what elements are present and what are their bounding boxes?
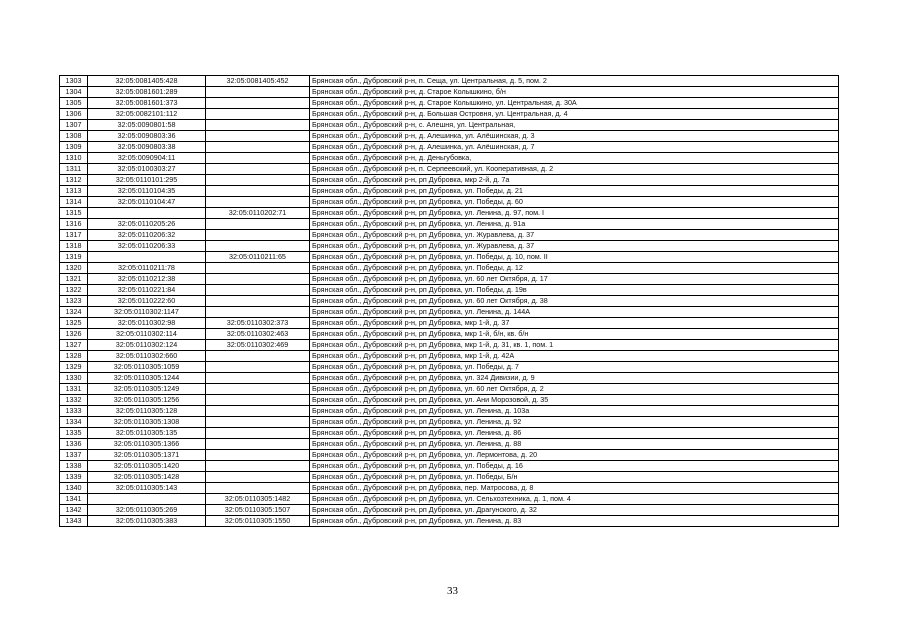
row-number-cell: 1341 bbox=[60, 494, 88, 505]
cadastral-number-cell: 32:05:0110302:98 bbox=[88, 318, 206, 329]
table-row bbox=[60, 307, 839, 318]
row-number-cell: 1320 bbox=[60, 263, 88, 274]
address-cell: Брянская обл., Дубровский р-н, рп Дубровка, мкр 2-й, д. 7а bbox=[310, 175, 839, 186]
row-number-cell: 1339 bbox=[60, 472, 88, 483]
related-cadastral-number-cell bbox=[206, 120, 310, 131]
address-cell: Брянская обл., Дубровский р-н, рп Дубровка, мкр 1-й, д. 37 bbox=[310, 318, 839, 329]
related-cadastral-number-cell bbox=[206, 241, 310, 252]
row-number-cell: 1326 bbox=[60, 329, 88, 340]
cadastral-number-cell: 32:05:0110305:143 bbox=[88, 483, 206, 494]
cadastral-number-cell: 32:05:0090803:36 bbox=[88, 131, 206, 142]
table-row bbox=[60, 219, 839, 230]
related-cadastral-number-cell bbox=[206, 384, 310, 395]
cadastral-number-cell: 32:05:0110305:1371 bbox=[88, 450, 206, 461]
address-cell: Брянская обл., Дубровский р-н, д. Алешинка, ул. Алёшинская, д. 7 bbox=[310, 142, 839, 153]
cadastral-number-cell: 32:05:0110305:1256 bbox=[88, 395, 206, 406]
address-cell: Брянская обл., Дубровский р-н, рп Дубровка, мкр 1-й, д. 31, кв. 1, пом. 1 bbox=[310, 340, 839, 351]
related-cadastral-number-cell: 32:05:0081405:452 bbox=[206, 76, 310, 87]
row-number-cell: 1319 bbox=[60, 252, 88, 263]
address-cell: Брянская обл., Дубровский р-н, рп Дубровка, ул. Ленина, д. 144А bbox=[310, 307, 839, 318]
related-cadastral-number-cell bbox=[206, 230, 310, 241]
related-cadastral-number-cell bbox=[206, 450, 310, 461]
row-number-cell: 1323 bbox=[60, 296, 88, 307]
cadastral-number-cell: 32:05:0100303:27 bbox=[88, 164, 206, 175]
cadastral-number-cell: 32:05:0110222:60 bbox=[88, 296, 206, 307]
address-cell: Брянская обл., Дубровский р-н, с. Алешня, ул. Центральная, bbox=[310, 120, 839, 131]
related-cadastral-number-cell bbox=[206, 373, 310, 384]
address-cell: Брянская обл., Дубровский р-н, рп Дубровка, ул. Победы, д. 10, пом. II bbox=[310, 252, 839, 263]
address-cell: Брянская обл., Дубровский р-н, рп Дубровка, ул. Драгунского, д. 32 bbox=[310, 505, 839, 516]
cadastral-number-cell bbox=[88, 252, 206, 263]
related-cadastral-number-cell bbox=[206, 263, 310, 274]
row-number-cell: 1337 bbox=[60, 450, 88, 461]
cadastral-number-cell: 32:05:0110211:78 bbox=[88, 263, 206, 274]
row-number-cell: 1306 bbox=[60, 109, 88, 120]
table-row bbox=[60, 373, 839, 384]
address-cell: Брянская обл., Дубровский р-н, рп Дубровка, ул. Сельхозтехника, д. 1, пом. 4 bbox=[310, 494, 839, 505]
row-number-cell: 1312 bbox=[60, 175, 88, 186]
table-row bbox=[60, 241, 839, 252]
cadastral-number-cell: 32:05:0110305:269 bbox=[88, 505, 206, 516]
row-number-cell: 1313 bbox=[60, 186, 88, 197]
table-row bbox=[60, 164, 839, 175]
row-number-cell: 1336 bbox=[60, 439, 88, 450]
table-row bbox=[60, 274, 839, 285]
table-row bbox=[60, 285, 839, 296]
table-row bbox=[60, 494, 839, 505]
cadastral-number-cell: 32:05:0110305:1420 bbox=[88, 461, 206, 472]
address-cell: Брянская обл., Дубровский р-н, п. Сеща, ул. Центральная, д. 5, пом. 2 bbox=[310, 76, 839, 87]
related-cadastral-number-cell: 32:05:0110302:463 bbox=[206, 329, 310, 340]
cadastral-number-cell: 32:05:0110305:383 bbox=[88, 516, 206, 527]
cadastral-number-cell: 32:05:0110305:1366 bbox=[88, 439, 206, 450]
address-cell: Брянская обл., Дубровский р-н, рп Дубровка, ул. Победы, д. 16 bbox=[310, 461, 839, 472]
registry-table-body bbox=[60, 76, 839, 527]
cadastral-number-cell: 32:05:0110212:38 bbox=[88, 274, 206, 285]
cadastral-number-cell: 32:05:0110104:47 bbox=[88, 197, 206, 208]
related-cadastral-number-cell bbox=[206, 439, 310, 450]
address-cell: Брянская обл., Дубровский р-н, рп Дубровка, ул. Победы, д. 7 bbox=[310, 362, 839, 373]
related-cadastral-number-cell bbox=[206, 153, 310, 164]
table-row bbox=[60, 395, 839, 406]
address-cell: Брянская обл., Дубровский р-н, рп Дубровка, ул. Победы, д. 19в bbox=[310, 285, 839, 296]
table-row bbox=[60, 340, 839, 351]
cadastral-number-cell: 32:05:0110305:1308 bbox=[88, 417, 206, 428]
row-number-cell: 1340 bbox=[60, 483, 88, 494]
related-cadastral-number-cell: 32:05:0110305:1507 bbox=[206, 505, 310, 516]
address-cell: Брянская обл., Дубровский р-н, рп Дубровка, ул. Журавлева, д. 37 bbox=[310, 230, 839, 241]
table-row bbox=[60, 186, 839, 197]
cadastral-number-cell bbox=[88, 208, 206, 219]
address-cell: Брянская обл., Дубровский р-н, рп Дубровка, ул. Ленина, д. 83 bbox=[310, 516, 839, 527]
row-number-cell: 1305 bbox=[60, 98, 88, 109]
address-cell: Брянская обл., Дубровский р-н, рп Дубровка, пер. Матросова, д. 8 bbox=[310, 483, 839, 494]
address-cell: Брянская обл., Дубровский р-н, п. Серпеевский, ул. Кооперативная, д. 2 bbox=[310, 164, 839, 175]
row-number-cell: 1321 bbox=[60, 274, 88, 285]
cadastral-number-cell bbox=[88, 494, 206, 505]
address-cell: Брянская обл., Дубровский р-н, рп Дубровка, ул. Лермонтова, д. 20 bbox=[310, 450, 839, 461]
address-cell: Брянская обл., Дубровский р-н, рп Дубровка, ул. Победы, д. 21 bbox=[310, 186, 839, 197]
related-cadastral-number-cell: 32:05:0110211:65 bbox=[206, 252, 310, 263]
related-cadastral-number-cell bbox=[206, 197, 310, 208]
address-cell: Брянская обл., Дубровский р-н, д. Большая Островня, ул. Центральная, д. 4 bbox=[310, 109, 839, 120]
table-row bbox=[60, 142, 839, 153]
row-number-cell: 1311 bbox=[60, 164, 88, 175]
row-number-cell: 1304 bbox=[60, 87, 88, 98]
address-cell: Брянская обл., Дубровский р-н, рп Дубровка, ул. Победы, д. 12 bbox=[310, 263, 839, 274]
row-number-cell: 1333 bbox=[60, 406, 88, 417]
row-number-cell: 1310 bbox=[60, 153, 88, 164]
related-cadastral-number-cell bbox=[206, 87, 310, 98]
related-cadastral-number-cell: 32:05:0110302:373 bbox=[206, 318, 310, 329]
related-cadastral-number-cell bbox=[206, 219, 310, 230]
related-cadastral-number-cell bbox=[206, 186, 310, 197]
address-cell: Брянская обл., Дубровский р-н, д. Старое Колышкино, б/н bbox=[310, 87, 839, 98]
cadastral-number-cell: 32:05:0110305:1244 bbox=[88, 373, 206, 384]
row-number-cell: 1318 bbox=[60, 241, 88, 252]
row-number-cell: 1343 bbox=[60, 516, 88, 527]
related-cadastral-number-cell bbox=[206, 428, 310, 439]
related-cadastral-number-cell bbox=[206, 175, 310, 186]
address-cell: Брянская обл., Дубровский р-н, рп Дубровка, ул. Ленина, д. 103а bbox=[310, 406, 839, 417]
row-number-cell: 1314 bbox=[60, 197, 88, 208]
related-cadastral-number-cell bbox=[206, 296, 310, 307]
row-number-cell: 1325 bbox=[60, 318, 88, 329]
cadastral-number-cell: 32:05:0110206:33 bbox=[88, 241, 206, 252]
table-row bbox=[60, 131, 839, 142]
row-number-cell: 1303 bbox=[60, 76, 88, 87]
row-number-cell: 1328 bbox=[60, 351, 88, 362]
cadastral-number-cell: 32:05:0110302:124 bbox=[88, 340, 206, 351]
related-cadastral-number-cell bbox=[206, 395, 310, 406]
table-row bbox=[60, 120, 839, 131]
table-row bbox=[60, 516, 839, 527]
table-row bbox=[60, 472, 839, 483]
table-row bbox=[60, 252, 839, 263]
cadastral-number-cell: 32:05:0110302:114 bbox=[88, 329, 206, 340]
table-row bbox=[60, 505, 839, 516]
row-number-cell: 1315 bbox=[60, 208, 88, 219]
address-cell: Брянская обл., Дубровский р-н, рп Дубровка, мкр 1-й, д. 42А bbox=[310, 351, 839, 362]
address-cell: Брянская обл., Дубровский р-н, рп Дубровка, ул. 60 лет Октября, д. 2 bbox=[310, 384, 839, 395]
related-cadastral-number-cell bbox=[206, 362, 310, 373]
address-cell: Брянская обл., Дубровский р-н, рп Дубровка, ул. 60 лет Октября, д. 38 bbox=[310, 296, 839, 307]
row-number-cell: 1334 bbox=[60, 417, 88, 428]
address-cell: Брянская обл., Дубровский р-н, рп Дубровка, ул. Журавлева, д. 37 bbox=[310, 241, 839, 252]
related-cadastral-number-cell bbox=[206, 98, 310, 109]
address-cell: Брянская обл., Дубровский р-н, рп Дубровка, ул. Ленина, д. 97, пом. I bbox=[310, 208, 839, 219]
table-row bbox=[60, 318, 839, 329]
table-row bbox=[60, 87, 839, 98]
related-cadastral-number-cell bbox=[206, 307, 310, 318]
table-row bbox=[60, 153, 839, 164]
cadastral-number-cell: 32:05:0081405:428 bbox=[88, 76, 206, 87]
cadastral-number-cell: 32:05:0081601:373 bbox=[88, 98, 206, 109]
table-row bbox=[60, 417, 839, 428]
row-number-cell: 1309 bbox=[60, 142, 88, 153]
address-cell: Брянская обл., Дубровский р-н, рп Дубровка, ул. Победы, д. 60 bbox=[310, 197, 839, 208]
cadastral-number-cell: 32:05:0081601:289 bbox=[88, 87, 206, 98]
related-cadastral-number-cell bbox=[206, 406, 310, 417]
table-row bbox=[60, 384, 839, 395]
address-cell: Брянская обл., Дубровский р-н, рп Дубровка, ул. Ленина, д. 92 bbox=[310, 417, 839, 428]
cadastral-number-cell: 32:05:0110205:26 bbox=[88, 219, 206, 230]
table-row bbox=[60, 461, 839, 472]
row-number-cell: 1327 bbox=[60, 340, 88, 351]
table-row bbox=[60, 351, 839, 362]
row-number-cell: 1322 bbox=[60, 285, 88, 296]
related-cadastral-number-cell bbox=[206, 417, 310, 428]
row-number-cell: 1338 bbox=[60, 461, 88, 472]
row-number-cell: 1324 bbox=[60, 307, 88, 318]
row-number-cell: 1330 bbox=[60, 373, 88, 384]
related-cadastral-number-cell bbox=[206, 483, 310, 494]
cadastral-number-cell: 32:05:0082101:112 bbox=[88, 109, 206, 120]
table-row bbox=[60, 175, 839, 186]
address-cell: Брянская обл., Дубровский р-н, д. Деньгубовка, bbox=[310, 153, 839, 164]
table-row bbox=[60, 98, 839, 109]
related-cadastral-number-cell bbox=[206, 472, 310, 483]
related-cadastral-number-cell bbox=[206, 142, 310, 153]
related-cadastral-number-cell bbox=[206, 131, 310, 142]
table-row bbox=[60, 483, 839, 494]
cadastral-number-cell: 32:05:0110305:135 bbox=[88, 428, 206, 439]
address-cell: Брянская обл., Дубровский р-н, рп Дубровка, ул. 60 лет Октября, д. 17 bbox=[310, 274, 839, 285]
cadastral-number-cell: 32:05:0110104:35 bbox=[88, 186, 206, 197]
cadastral-number-cell: 32:05:0110305:1249 bbox=[88, 384, 206, 395]
table-row bbox=[60, 109, 839, 120]
table-row bbox=[60, 406, 839, 417]
related-cadastral-number-cell bbox=[206, 164, 310, 175]
table-row bbox=[60, 296, 839, 307]
row-number-cell: 1331 bbox=[60, 384, 88, 395]
address-cell: Брянская обл., Дубровский р-н, д. Старое Колышкино, ул. Центральная, д. 30А bbox=[310, 98, 839, 109]
address-cell: Брянская обл., Дубровский р-н, рп Дубровка, ул. Ани Морозовой, д. 35 bbox=[310, 395, 839, 406]
table-row bbox=[60, 263, 839, 274]
row-number-cell: 1317 bbox=[60, 230, 88, 241]
cadastral-number-cell: 32:05:0090801:58 bbox=[88, 120, 206, 131]
related-cadastral-number-cell: 32:05:0110305:1482 bbox=[206, 494, 310, 505]
address-cell: Брянская обл., Дубровский р-н, д. Алешинка, ул. Алёшинская, д. 3 bbox=[310, 131, 839, 142]
row-number-cell: 1335 bbox=[60, 428, 88, 439]
row-number-cell: 1307 bbox=[60, 120, 88, 131]
cadastral-number-cell: 32:05:0110221:84 bbox=[88, 285, 206, 296]
table-row bbox=[60, 439, 839, 450]
table-row bbox=[60, 450, 839, 461]
table-row bbox=[60, 428, 839, 439]
row-number-cell: 1332 bbox=[60, 395, 88, 406]
related-cadastral-number-cell bbox=[206, 274, 310, 285]
cadastral-number-cell: 32:05:0110302:1147 bbox=[88, 307, 206, 318]
cadastral-number-cell: 32:05:0110305:128 bbox=[88, 406, 206, 417]
address-cell: Брянская обл., Дубровский р-н, рп Дубровка, ул. Ленина, д. 88 bbox=[310, 439, 839, 450]
registry-table bbox=[59, 75, 839, 527]
row-number-cell: 1316 bbox=[60, 219, 88, 230]
cadastral-number-cell: 32:05:0110206:32 bbox=[88, 230, 206, 241]
related-cadastral-number-cell: 32:05:0110305:1550 bbox=[206, 516, 310, 527]
address-cell: Брянская обл., Дубровский р-н, рп Дубровка, ул. Победы, Б/н bbox=[310, 472, 839, 483]
table-row bbox=[60, 329, 839, 340]
address-cell: Брянская обл., Дубровский р-н, рп Дубровка, ул. Ленина, д. 86 bbox=[310, 428, 839, 439]
row-number-cell: 1308 bbox=[60, 131, 88, 142]
address-cell: Брянская обл., Дубровский р-н, рп Дубровка, мкр 1-й, б/н, кв. б/н bbox=[310, 329, 839, 340]
table-row bbox=[60, 197, 839, 208]
related-cadastral-number-cell: 32:05:0110302:469 bbox=[206, 340, 310, 351]
cadastral-number-cell: 32:05:0090803:38 bbox=[88, 142, 206, 153]
table-row bbox=[60, 230, 839, 241]
cadastral-number-cell: 32:05:0090904:11 bbox=[88, 153, 206, 164]
related-cadastral-number-cell bbox=[206, 109, 310, 120]
table-row bbox=[60, 362, 839, 373]
page-number: 33 bbox=[447, 585, 458, 597]
cadastral-number-cell: 32:05:0110305:1059 bbox=[88, 362, 206, 373]
cadastral-number-cell: 32:05:0110302:660 bbox=[88, 351, 206, 362]
related-cadastral-number-cell: 32:05:0110202:71 bbox=[206, 208, 310, 219]
table-row bbox=[60, 208, 839, 219]
related-cadastral-number-cell bbox=[206, 285, 310, 296]
address-cell: Брянская обл., Дубровский р-н, рп Дубровка, ул. Ленина, д. 91а bbox=[310, 219, 839, 230]
table-row bbox=[60, 76, 839, 87]
cadastral-number-cell: 32:05:0110305:1428 bbox=[88, 472, 206, 483]
related-cadastral-number-cell bbox=[206, 461, 310, 472]
row-number-cell: 1342 bbox=[60, 505, 88, 516]
related-cadastral-number-cell bbox=[206, 351, 310, 362]
address-cell: Брянская обл., Дубровский р-н, рп Дубровка, ул. 324 Дивизии, д. 9 bbox=[310, 373, 839, 384]
cadastral-number-cell: 32:05:0110101:295 bbox=[88, 175, 206, 186]
row-number-cell: 1329 bbox=[60, 362, 88, 373]
